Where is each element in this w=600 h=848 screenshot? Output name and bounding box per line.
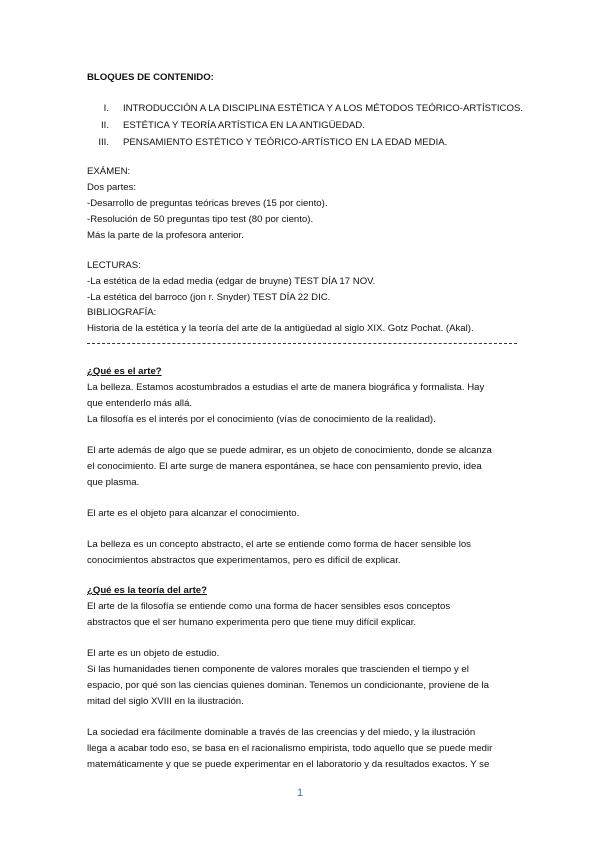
paragraph-line: La filosofía es el interés por el conocimiento (vías de conocimiento de la realidad). xyxy=(87,414,436,425)
teoria-arte-heading: ¿Qué es la teoría del arte? xyxy=(87,585,207,596)
bloque-numeral: III. xyxy=(98,137,109,148)
bibliografia-line: Historia de la estética y la teoría del arte de la antigüedad al siglo XIX. Gotz Pochat. (Akal). xyxy=(87,323,474,334)
examen-heading: EXÁMEN: xyxy=(87,166,131,177)
bloque-numeral: I. xyxy=(103,103,109,114)
paragraph-line: El arte de la filosofía se entiende como una forma de hacer sensibles esos conceptos xyxy=(87,601,451,612)
examen-line: Dos partes: xyxy=(87,182,137,193)
bloque-item: ESTÉTICA Y TEORÍA ARTÍSTICA EN LA ANTIGÜEDAD. xyxy=(123,120,365,131)
paragraph-line: La belleza es un concepto abstracto, el arte se entiende como forma de hacer sensible los xyxy=(87,539,471,550)
lecturas-heading: LECTURAS: xyxy=(87,260,141,271)
paragraph-line: La sociedad era fácilmente dominable a través de las creencias y del miedo, y la ilustración xyxy=(87,727,476,738)
bloque-item: INTRODUCCIÓN A LA DISCIPLINA ESTÉTICA Y A LOS MÉTODOS TEÓRICO-ARTÍSTICOS. xyxy=(123,103,524,114)
paragraph-line: Si las humanidades tienen componente de valores morales que trascienden el tiempo y el xyxy=(87,664,469,675)
page-number: 1 xyxy=(296,787,304,799)
que-es-arte-heading: ¿Qué es el arte? xyxy=(87,366,162,377)
paragraph-line: el conocimiento. El arte surge de manera espontánea, se hace con pensamiento previo, idea xyxy=(87,461,482,472)
examen-line: Más la parte de la profesora anterior. xyxy=(87,230,244,241)
lecturas-line: -La estética del barroco (jon r. Snyder) TEST DÍA 22 DIC. xyxy=(87,292,331,303)
paragraph-line: mitad del siglo XVIII en la ilustración. xyxy=(87,696,244,707)
bloque-item: PENSAMIENTO ESTÉTICO Y TEÓRICO-ARTÍSTICO EN LA EDAD MEDIA. xyxy=(123,137,448,148)
paragraph-line: El arte además de algo que se puede admirar, es un objeto de conocimiento, donde se alcanza xyxy=(87,445,492,456)
bloques-heading: BLOQUES DE CONTENIDO: xyxy=(87,72,214,83)
examen-line: -Resolución de 50 preguntas tipo test (80 por ciento). xyxy=(87,214,314,225)
paragraph-line: La belleza. Estamos acostumbrados a estudias el arte de manera biográfica y formalista. Hay xyxy=(87,382,485,393)
examen-line: -Desarrollo de preguntas teóricas breves (15 por ciento). xyxy=(87,198,328,209)
paragraph-line: matemáticamente y que se puede experimentar en el laboratorio y da resultados exactos. Y se xyxy=(87,759,490,770)
paragraph-line: conocimientos abstractos que experimentamos, pero es difícil de explicar. xyxy=(87,555,401,566)
lecturas-line: -La estética de la edad media (edgar de bruyne) TEST DÍA 17 NOV. xyxy=(87,276,376,287)
paragraph-line: llega a acabar todo eso, se basa en el racionalismo empirista, todo aquello que se puede medir xyxy=(87,743,493,754)
paragraph-line: abstractos que el ser humano experimenta pero que tiene muy difícil explicar. xyxy=(87,617,417,628)
paragraph-line: El arte es un objeto de estudio. xyxy=(87,648,220,659)
bibliografia-heading: BIBLIOGRAFÍA: xyxy=(87,307,157,318)
paragraph-line: que plasma. xyxy=(87,477,140,488)
section-divider xyxy=(87,343,517,344)
paragraph-line: El arte es el objeto para alcanzar el conocimiento. xyxy=(87,508,300,519)
paragraph-line: espacio, por qué son las ciencias quienes dominan. Tenemos un condicionante, proviene de la xyxy=(87,680,489,691)
bloque-numeral: II. xyxy=(101,120,109,131)
paragraph-line: que entenderlo más allá. xyxy=(87,398,193,409)
